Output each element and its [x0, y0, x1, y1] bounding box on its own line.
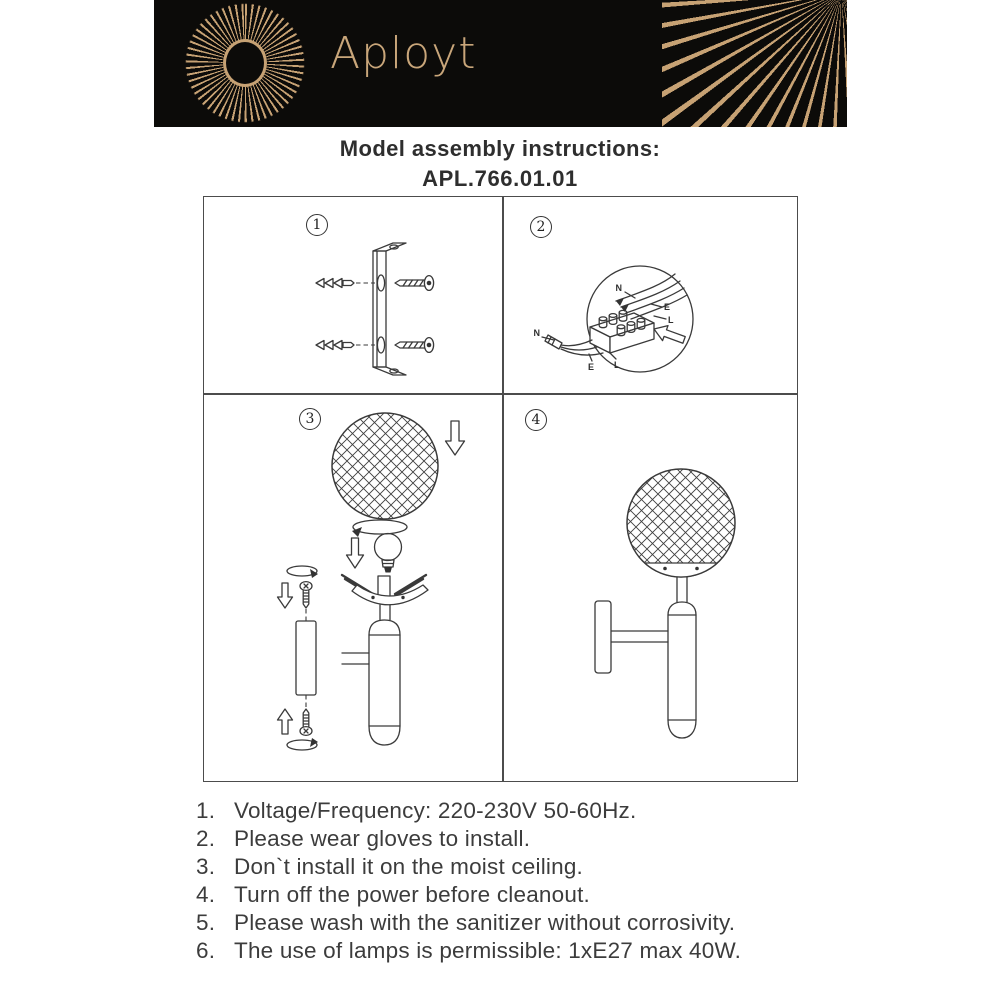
wire-label-l-right: L — [668, 315, 674, 325]
instruction-item — [196, 853, 876, 881]
rotate-arrow-top-screw — [287, 566, 318, 578]
model-number: APL.766.01.01 — [422, 166, 578, 191]
page-title: Model assembly instructions: — [339, 136, 661, 161]
step4-panel — [504, 395, 795, 779]
instruction-item — [196, 909, 876, 937]
instruction-number: 3. — [196, 854, 216, 879]
crosshatched-shade — [332, 413, 438, 519]
screw-bottom — [395, 338, 434, 353]
instruction-text: Please wash with the sanitizer without corrosivity. — [234, 910, 736, 935]
mounting-bracket — [373, 243, 406, 375]
instruction-number: 4. — [196, 882, 216, 907]
instruction-number: 2. — [196, 826, 216, 851]
wire-label-n-bottom: N — [533, 328, 540, 338]
step1-panel — [204, 197, 502, 393]
wall-plate — [296, 621, 316, 695]
brand-banner — [154, 0, 847, 127]
sunburst-logo-icon — [180, 0, 310, 127]
lamp-stem — [677, 577, 687, 602]
instruction-text: Please wear gloves to install. — [234, 826, 531, 851]
title-block — [0, 136, 1000, 192]
lamp-body — [668, 602, 696, 738]
wall-plate — [595, 601, 611, 673]
bracket-mounting-diagram — [204, 197, 502, 391]
step3-panel — [204, 395, 502, 779]
lamp-arm — [611, 631, 668, 642]
wall-anchor-bottom — [316, 341, 354, 350]
step4-badge: 4 — [525, 409, 547, 431]
rotate-arrow-bottom-screw — [287, 738, 318, 750]
step1-badge: 1 — [306, 214, 328, 236]
shade-bulb-assembly-diagram — [204, 395, 502, 783]
socket-with-clips — [342, 575, 428, 620]
direction-arrow — [651, 321, 687, 347]
corner-rays-decoration-icon — [662, 0, 847, 127]
terminal-block — [590, 310, 654, 353]
crosshatched-shade — [627, 469, 735, 577]
instruction-text: The use of lamps is permissible: 1xE27 max 40W. — [234, 938, 742, 963]
rotate-arrow-shade — [352, 520, 407, 537]
instruction-text: Voltage/Frequency: 220-230V 50-60Hz. — [234, 798, 637, 823]
sunburst-center-ring — [223, 39, 267, 87]
down-arrow-shade — [446, 421, 465, 455]
step2-panel — [504, 197, 795, 393]
wire-label-e-right: E — [664, 302, 671, 312]
instruction-item — [196, 881, 876, 909]
lamp-arm — [342, 653, 369, 664]
instruction-item — [196, 797, 876, 825]
shade-rim — [645, 563, 718, 577]
lamp-body — [369, 620, 400, 745]
instruction-list — [196, 797, 876, 965]
instruction-item — [196, 937, 876, 965]
assembled-lamp-diagram — [504, 395, 795, 783]
step2-badge: 2 — [530, 216, 552, 238]
light-bulb — [375, 534, 402, 573]
wire-label-n-top: N — [615, 283, 622, 293]
instruction-number: 5. — [196, 910, 216, 935]
screw-below-plate — [300, 709, 312, 735]
assembly-steps-grid — [203, 196, 798, 782]
down-arrow-bulb — [347, 538, 364, 568]
down-arrow-top-screw — [278, 583, 293, 608]
wire-label-e-bottom: E — [588, 362, 595, 372]
wall-anchor-top — [316, 279, 354, 288]
instruction-text: Don`t install it on the moist ceiling. — [234, 854, 584, 879]
instruction-text: Turn off the power before cleanout. — [234, 882, 590, 907]
brand-name: Aployt — [330, 28, 477, 79]
instruction-item — [196, 825, 876, 853]
screw-top — [395, 276, 434, 291]
instruction-number: 1. — [196, 798, 216, 823]
instruction-number: 6. — [196, 938, 216, 963]
up-arrow-bottom-screw — [278, 709, 293, 734]
wire-label-l-bottom: L — [614, 360, 620, 370]
wiring-diagram — [504, 197, 795, 391]
screw-above-plate — [300, 582, 312, 608]
step3-badge: 3 — [299, 408, 321, 430]
